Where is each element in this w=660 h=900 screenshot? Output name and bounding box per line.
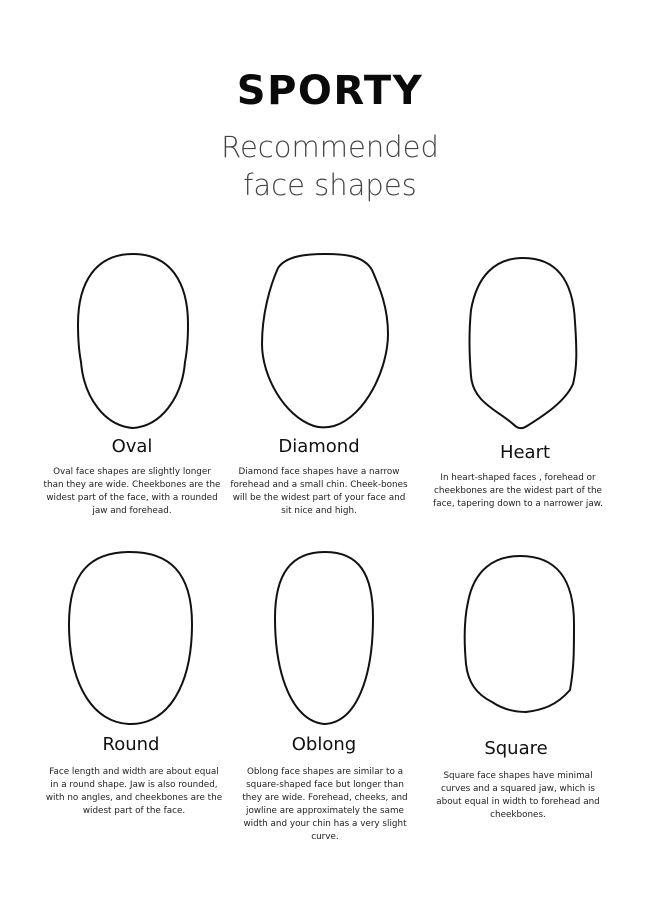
round-face-outline [55, 544, 205, 734]
diamond-face-outline [250, 248, 400, 438]
subtitle-line-2: face shapes [243, 168, 417, 202]
shape-name-oval: Oval [111, 436, 153, 457]
oblong-face-outline [249, 544, 399, 734]
shape-description-oval: Oval face shapes are slightly longer than they are wide. Cheekbones are the widest part of the face, with a rounded jaw and forehead. [43, 467, 221, 516]
shape-description-diamond: Diamond face shapes have a narrow forehead and a small chin. Cheek-bones will be the widest part of your face and sit nice and high. [230, 467, 408, 516]
shape-description-oblong: Oblong face shapes are similar to a square-shaped face but longer than they are wide. Forehead, cheeks, and jowline are approximately the same width and your chin has a very slight curve. [242, 767, 408, 842]
shape-name-diamond: Diamond [278, 436, 360, 457]
shape-name-oblong: Oblong [291, 734, 357, 755]
shape-description-round: Face length and width are about equal in a round shape. Jaw is also rounded, with no angles, and cheekbones are the widest part of the face. [45, 767, 223, 816]
subtitle-line-1: Recommended [221, 130, 439, 164]
shape-description-square: Square face shapes have minimal curves and a squared jaw, which is about equal in width to forehead and cheekbones. [436, 771, 600, 820]
square-face-outline [446, 552, 596, 742]
heart-face-outline [447, 252, 597, 442]
shape-name-heart: Heart [499, 442, 551, 463]
oval-face-outline [58, 248, 208, 438]
shape-name-round: Round [102, 734, 160, 755]
page-subtitle [0, 128, 660, 204]
page-title: SPORTY [236, 68, 424, 114]
shape-name-square: Square [484, 738, 548, 759]
shape-description-heart: In heart-shaped faces , forehead or cheekbones are the widest part of the face, tapering down to a narrower jaw. [433, 473, 603, 509]
